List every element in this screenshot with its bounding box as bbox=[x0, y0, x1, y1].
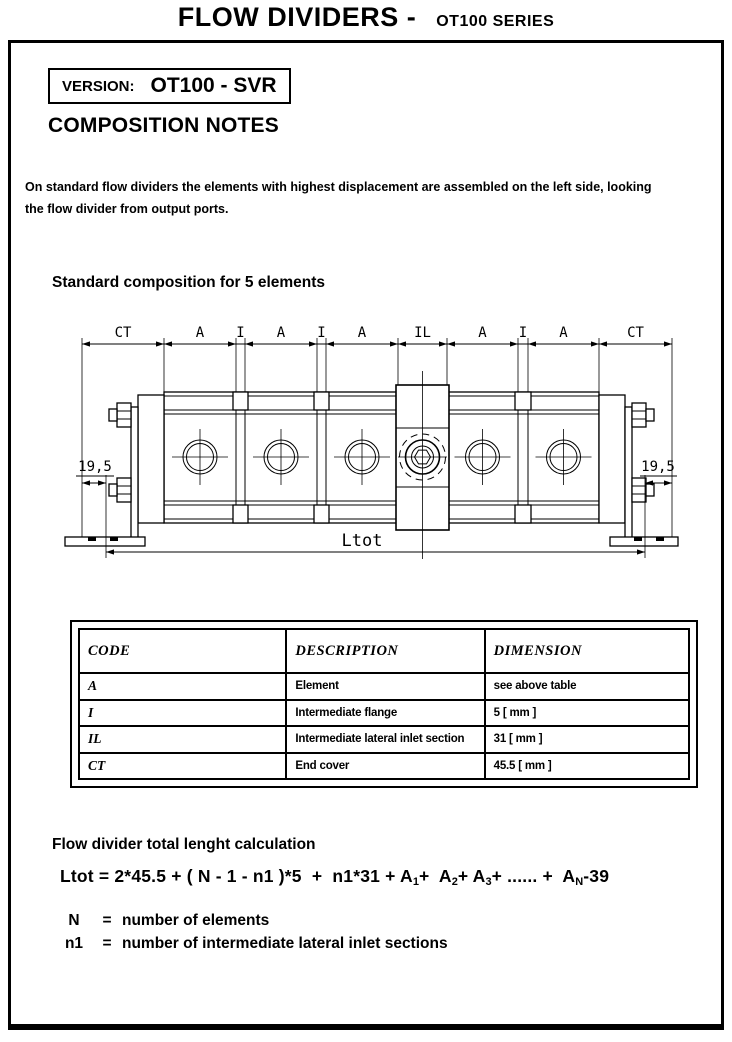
definition-text: number of elements bbox=[122, 912, 270, 929]
flow-divider-drawing bbox=[0, 315, 732, 605]
formula-segment: -39 bbox=[583, 866, 610, 886]
section-label-a4: A bbox=[478, 325, 487, 341]
composition-note-line-2: the flow divider from output ports. bbox=[25, 202, 229, 216]
composition-notes-heading: COMPOSITION NOTES bbox=[48, 114, 279, 137]
table-row bbox=[79, 700, 689, 727]
bracket-plate-right bbox=[625, 407, 632, 538]
cell-description: Intermediate flange bbox=[286, 700, 484, 727]
mounting-foot-left bbox=[65, 537, 145, 546]
offset-dimension-left-value: 19,5 bbox=[78, 459, 112, 475]
mounting-foot-right bbox=[610, 537, 678, 546]
definition-symbol: n1 bbox=[64, 935, 84, 952]
formula-segment: + A bbox=[457, 866, 486, 886]
end-cover-left bbox=[138, 395, 164, 523]
equals-sign: = bbox=[102, 912, 112, 929]
composition-note-line-1: On standard flow dividers the elements with highest displacement are assembled on the left side, looking bbox=[25, 180, 652, 194]
section-label-i3: I bbox=[518, 325, 528, 341]
offset-dimension-right-value: 19,5 bbox=[641, 459, 675, 475]
section-label-i1: I bbox=[236, 325, 245, 341]
cell-code: IL bbox=[79, 726, 286, 753]
total-length-label: Ltot bbox=[341, 531, 383, 551]
inlet-section bbox=[396, 371, 449, 559]
definition-n1 bbox=[56, 935, 448, 958]
section-label-a2: A bbox=[276, 325, 286, 341]
section-label-a5: A bbox=[559, 325, 568, 341]
drawing-caption: Standard composition for 5 elements bbox=[52, 274, 326, 291]
title-main: FLOW DIVIDERS - bbox=[177, 2, 417, 32]
table-header-row bbox=[79, 629, 689, 673]
header-dimension: DIMENSION bbox=[485, 629, 689, 673]
table-row bbox=[79, 753, 689, 780]
formula-segment: Ltot = 2*45.5 + ( N - 1 - n1 )*5 + n1*31 + A bbox=[60, 866, 413, 886]
cell-dimension: 45.5 [ mm ] bbox=[485, 753, 689, 780]
dimension-table-frame bbox=[70, 620, 698, 788]
header-code: CODE bbox=[79, 629, 286, 673]
symbol-definitions bbox=[56, 912, 448, 958]
cell-code: I bbox=[79, 700, 286, 727]
formula-segment: + ...... + A bbox=[491, 866, 576, 886]
definition-n bbox=[56, 912, 448, 935]
section-label-i2: I bbox=[317, 325, 326, 341]
divider-body bbox=[131, 392, 632, 538]
equals-sign: = bbox=[102, 935, 112, 952]
version-label: VERSION: bbox=[62, 77, 135, 95]
end-cover-right bbox=[599, 395, 625, 523]
formula-subscript: 2 bbox=[451, 876, 458, 888]
formula-segment: + A bbox=[418, 866, 452, 886]
table-row bbox=[79, 726, 689, 753]
dimension-table bbox=[78, 628, 690, 780]
cell-code: A bbox=[79, 673, 286, 700]
cell-dimension: 31 [ mm ] bbox=[485, 726, 689, 753]
definition-symbol: N bbox=[68, 912, 80, 929]
formula-subscript: N bbox=[575, 876, 584, 888]
version-box bbox=[48, 68, 291, 104]
total-length-dimension bbox=[106, 531, 645, 555]
document-title bbox=[0, 2, 732, 33]
composition-note bbox=[25, 176, 701, 220]
version-value: OT100 - SVR bbox=[150, 74, 277, 97]
formula-subscript: 3 bbox=[485, 876, 492, 888]
cell-dimension: 5 [ mm ] bbox=[485, 700, 689, 727]
top-dimension-line bbox=[82, 341, 672, 346]
section-label-ct-left: CT bbox=[114, 325, 132, 341]
header-description: DESCRIPTION bbox=[286, 629, 484, 673]
definition-text: number of intermediate lateral inlet sections bbox=[122, 935, 448, 952]
section-labels bbox=[115, 325, 645, 341]
section-label-ct-right: CT bbox=[627, 325, 644, 341]
length-formula bbox=[60, 866, 609, 888]
cell-description: Element bbox=[286, 673, 484, 700]
calculation-heading: Flow divider total lenght calculation bbox=[52, 836, 316, 853]
cell-description: Intermediate lateral inlet section bbox=[286, 726, 484, 753]
end-cover-bolts-left bbox=[109, 403, 131, 502]
cell-dimension: see above table bbox=[485, 673, 689, 700]
table-row bbox=[79, 673, 689, 700]
formula-subscript: 1 bbox=[412, 876, 419, 888]
cell-code: CT bbox=[79, 753, 286, 780]
section-label-il: IL bbox=[414, 325, 431, 341]
section-label-a3: A bbox=[357, 325, 367, 341]
cell-description: End cover bbox=[286, 753, 484, 780]
title-series: OT100 SERIES bbox=[436, 13, 555, 30]
section-label-a1: A bbox=[195, 325, 205, 341]
bracket-plate-left bbox=[131, 407, 138, 538]
end-cover-bolts-right bbox=[632, 403, 654, 502]
